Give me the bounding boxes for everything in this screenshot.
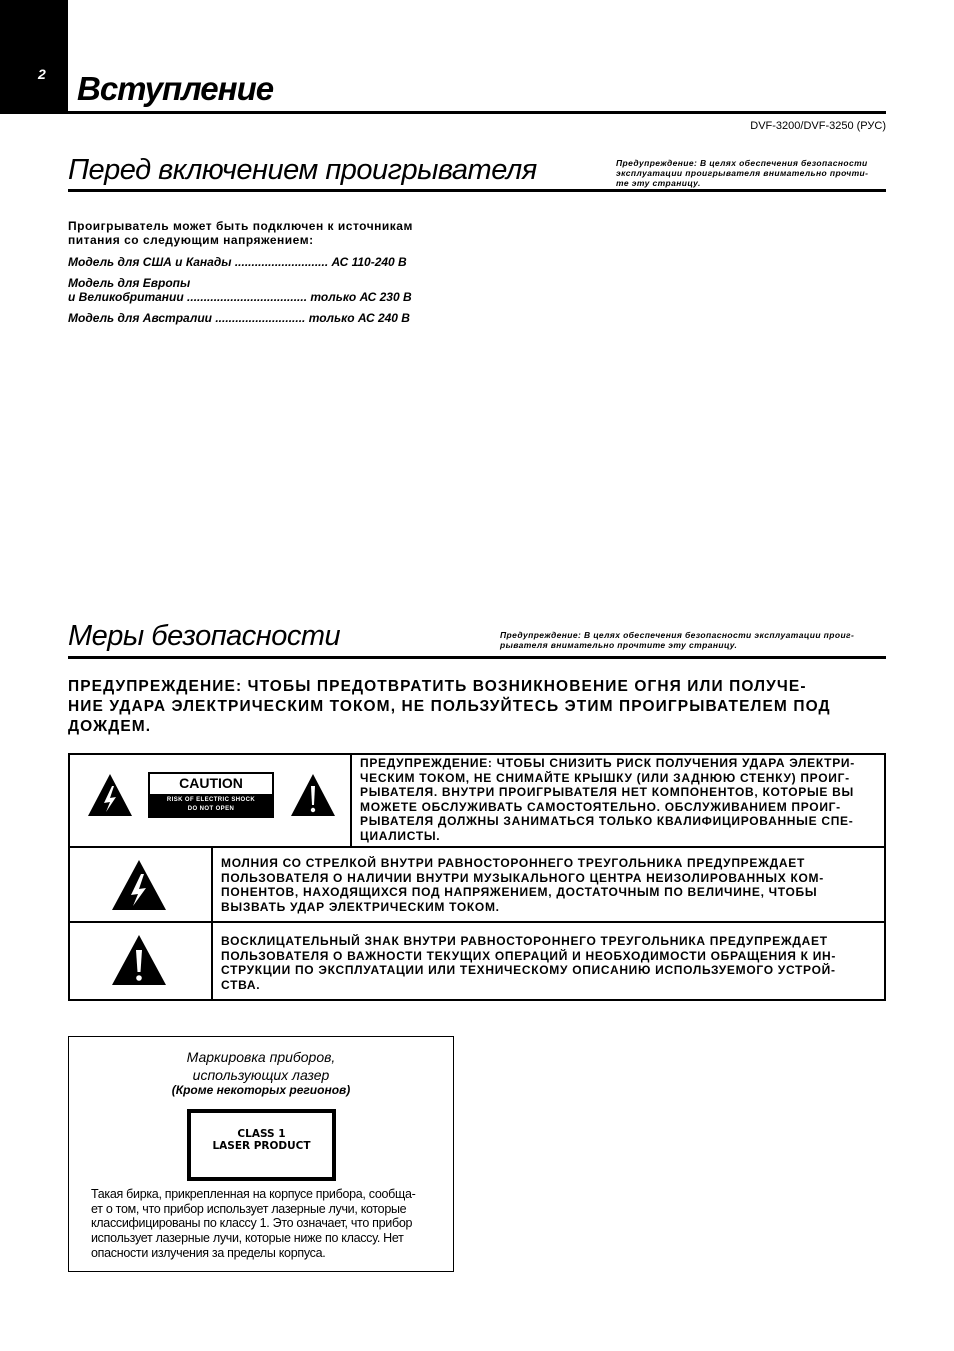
row1-line: ЧЕСКИМ ТОКОМ, НЕ СНИМАЙТЕ КРЫШКУ (ИЛИ ЗАДНЮЮ СТЕНКУ) ПРОИГ-: [360, 770, 850, 785]
page-number: 2: [38, 66, 46, 82]
laser-desc-line: опасности излучения за пределы корпуса.: [91, 1245, 326, 1260]
row1-line: ЦИАЛИСТЫ.: [360, 828, 441, 843]
row3-text: [221, 934, 878, 992]
row3-line: СТВА.: [221, 977, 261, 992]
model-australia-line: Модель для Австралии ........................... только АС 240 В: [68, 311, 410, 325]
note-line: Предупреждение: В целях обеспечения безопасности эксплуатации проиг-: [500, 630, 855, 640]
row3-line: ВОСКЛИЦАТЕЛЬНЫЙ ЗНАК ВНУТРИ РАВНОСТОРОННЕГО ТРЕУГОЛЬНИКА ПРЕДУПРЕЖДАЕТ: [221, 934, 828, 948]
laser-description: [91, 1187, 433, 1261]
model-label: DVF-3200/DVF-3250 (РУС): [750, 120, 886, 132]
laser-desc-line: использует лазерные лучи, которые ниже по классу. Нет: [91, 1231, 404, 1246]
section-note-power: [616, 158, 886, 188]
class1-laser-label: [187, 1109, 336, 1181]
warning-line: НИЕ УДАРА ЭЛЕКТРИЧЕСКИМ ТОКОМ, НЕ ПОЛЬЗУЙТЕСЬ ЭТИМ ПРОИГРЫВАТЕЛЕМ ПОД: [68, 698, 831, 715]
table-divider: [211, 846, 213, 1001]
caution-line: RISK OF ELECTRIC SHOCK: [166, 797, 256, 803]
laser-title-line2: использующих лазер: [192, 1067, 330, 1083]
page-title: Вступление: [77, 70, 274, 107]
section-rule-safety: [68, 656, 886, 659]
row1-line: ПРЕДУПРЕЖДЕНИЕ: ЧТОБЫ СНИЗИТЬ РИСК ПОЛУЧЕНИЯ УДАРА ЭЛЕКТРИ-: [360, 756, 855, 770]
title-rule: [68, 111, 886, 114]
laser-title-line1: Маркировка приборов,: [186, 1049, 336, 1065]
row2-line: ПОЛЬЗОВАТЕЛЯ О НАЛИЧИИ ВНУТРИ МУЗЫКАЛЬНОГО ЦЕНТРА НЕИЗОЛИРОВАННЫХ КОМ-: [221, 870, 824, 885]
row1-line: РЫВАТЕЛЯ. ВНУТРИ ПРОИГРЫВАТЕЛЯ НЕТ КОМПОНЕНТОВ, КОТОРЫЕ ВЫ: [360, 785, 854, 800]
note-line: те эту страницу.: [616, 178, 701, 188]
lightning-triangle-icon: [110, 858, 168, 912]
note-line: эксплуатации проигрывателя внимательно прочти-: [616, 168, 869, 178]
main-warning: [68, 677, 886, 737]
laser-desc-line: Такая бирка, прикрепленная на корпусе прибора, сообща-: [91, 1187, 416, 1201]
caution-subtext: [150, 794, 272, 816]
laser-subtitle: (Кроме некоторых регионов): [171, 1083, 351, 1097]
section-heading-power: Перед включением проигрывателя: [68, 154, 537, 186]
caution-label: [148, 772, 274, 818]
page-tab: [0, 0, 68, 114]
exclamation-warning-icon: [289, 772, 337, 818]
note-line: Предупреждение: В целях обеспечения безопасности: [616, 158, 868, 168]
row3-line: ПОЛЬЗОВАТЕЛЯ О ВАЖНОСТИ ТЕКУЩИХ ОПЕРАЦИЙ И НЕОБХОДИМОСТИ ОБРАЩЕНИЯ К ИН-: [221, 948, 837, 963]
table-divider: [68, 846, 886, 848]
row2-text: [221, 856, 878, 914]
lightning-warning-icon: [86, 772, 134, 818]
laser-desc-line: ет о том, что прибор использует лазерные лучи, которые: [91, 1201, 407, 1216]
model-usa-line: Модель для США и Канады ............................ АС 110-240 В: [68, 255, 407, 269]
table-divider: [68, 921, 886, 923]
note-line: рывателя внимательно прочтите эту страницу.: [500, 640, 738, 650]
intro-line: питания со следующим напряжением:: [68, 233, 314, 247]
row1-text: [360, 756, 878, 844]
row2-line: ПОНЕНТОВ, НАХОДЯЩИХСЯ ПОД НАПРЯЖЕНИЕМ, ДОСТАТОЧНЫМ ПО ВЕЛИЧИНЕ, ЧТОБЫ: [221, 885, 818, 900]
intro-line: Проигрыватель может быть подключен к источникам: [68, 219, 413, 233]
row2-line: ВЫЗВАТЬ УДАР ЭЛЕКТРИЧЕСКИМ ТОКОМ.: [221, 899, 500, 914]
exclamation-triangle-icon: [110, 933, 168, 987]
row1-line: РЫВАТЕЛЯ ДОЛЖНЫ ЗАНИМАТЬСЯ ТОЛЬКО КВАЛИФИЦИРОВАННЫЕ СПЕ-: [360, 814, 854, 829]
power-intro: [68, 219, 456, 247]
row3-line: СТРУКЦИИ ПО ЭКСПЛУАТАЦИИ ИЛИ ТЕХНИЧЕСКОМУ ОПИСАНИЮ ИСПОЛЬЗУЕМОГО УСТРОЙ-: [221, 963, 836, 978]
laser-label-line: CLASS 1: [237, 1128, 286, 1140]
laser-desc-line: классифицированы по классу 1. Это означает, что прибор: [91, 1216, 413, 1231]
model-europe-line: Модель для Европы: [68, 276, 191, 290]
warning-line: ПРЕДУПРЕЖДЕНИЕ: ЧТОБЫ ПРЕДОТВРАТИТЬ ВОЗНИКНОВЕНИЕ ОГНЯ ИЛИ ПОЛУЧЕ-: [68, 678, 807, 695]
caution-title: CAUTION: [179, 775, 243, 791]
caution-line: DO NOT OPEN: [187, 806, 235, 812]
section-note-safety: [500, 630, 886, 650]
section-heading-safety: Меры безопасности: [68, 620, 341, 652]
model-uk-line: и Великобритании .................................... только АС 230 В: [68, 290, 412, 304]
section-rule-power: [68, 189, 886, 192]
laser-label-line: LASER PRODUCT: [212, 1140, 311, 1152]
table-divider: [350, 753, 352, 848]
row1-line: МОЖЕТЕ ОБСЛУЖИВАТЬ САМОСТОЯТЕЛЬНО. ОБСЛУЖИВАНИЕМ ПРОИГ-: [360, 799, 841, 814]
row2-line: МОЛНИЯ СО СТРЕЛКОЙ ВНУТРИ РАВНОСТОРОННЕГО ТРЕУГОЛЬНИКА ПРЕДУПРЕЖДАЕТ: [221, 856, 805, 870]
warning-line: ДОЖДЕМ.: [68, 718, 152, 735]
